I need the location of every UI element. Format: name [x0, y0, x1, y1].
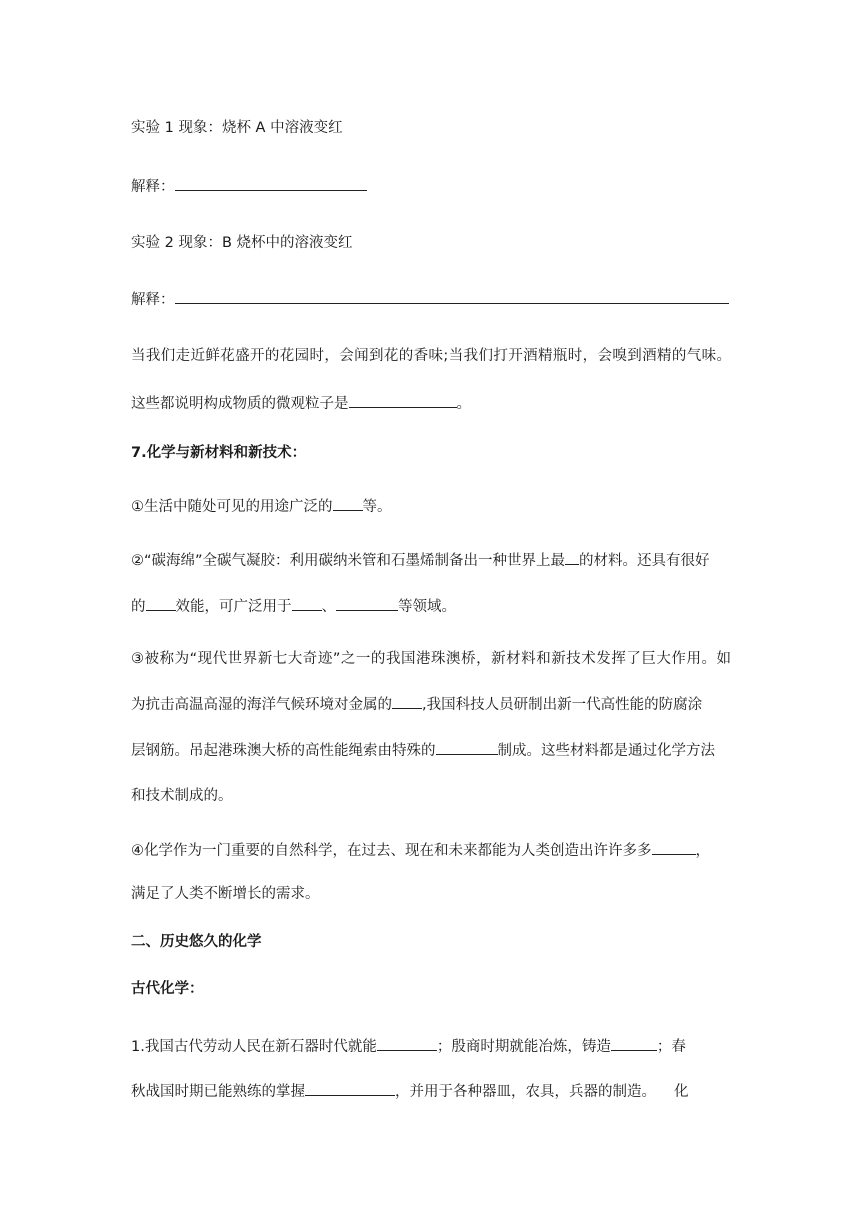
item2-text-b: 的材料。还具有很好	[579, 553, 710, 569]
ancient-blank-2	[611, 1036, 657, 1051]
section2-subtitle: 古代化学：	[131, 981, 204, 997]
item3-text-c: 层钢筋。吊起港珠澳大桥的高性能绳索由特殊的	[131, 743, 436, 759]
item2-end: 等领域。	[398, 599, 456, 615]
item2-sep: 、	[321, 599, 336, 615]
item2-blank-use2	[336, 596, 398, 611]
item3-blank-corrosion	[392, 694, 422, 709]
exp2-phenomenon: 实验 2 现象：B 烧杯中的溶液变红	[131, 235, 353, 251]
smell-text: 这些都说明构成物质的微观粒子是	[131, 396, 349, 412]
item2-blank-lightest	[565, 550, 579, 565]
exp1-explain	[131, 176, 731, 197]
ancient-blank-1	[377, 1036, 437, 1051]
section7-item4-line1	[131, 840, 731, 861]
item1-blank	[333, 496, 363, 511]
ancient-text-b: ；殷商时期就能冶炼，铸造	[436, 1039, 611, 1055]
item1-end: 等。	[362, 499, 392, 515]
section7-item3-line2	[131, 694, 731, 715]
item2-blank-efficacy	[146, 596, 176, 611]
exp2-explain	[131, 289, 731, 310]
item2-text-d: 效能，可广泛用于	[175, 599, 292, 615]
section2-title: 二、历史悠久的化学	[131, 934, 262, 950]
ancient-text-f: 化	[674, 1084, 689, 1100]
micro-particle-blank	[349, 393, 457, 408]
item3-text-b: ,我国科技人员研制出新一代高性能的防腐涂	[422, 697, 703, 713]
item4-blank	[652, 840, 696, 855]
item1-text: ①生活中随处可见的用途广泛的	[131, 499, 333, 515]
ancient-text-e: ，并用于各种器皿，农具，兵器的制造。	[395, 1084, 656, 1100]
section7-item1	[131, 496, 731, 517]
item3-text-a: 为抗击高温高湿的海洋气候环境对金属的	[131, 697, 392, 713]
item2-text-a: ②“碳海绵”全碳气凝胶：利用碳纳米管和石墨烯制备出一种世界上最	[131, 553, 566, 569]
section7-item2-line2	[131, 596, 731, 617]
smell-end: 。	[456, 396, 471, 412]
exp1-phenomenon: 实验 1 现象：烧杯 A 中溶液变红	[131, 120, 343, 136]
section7-item3-line4: 和技术制成的。	[131, 788, 233, 804]
ancient-text-d: 秋战国时期已能熟练的掌握	[131, 1084, 305, 1100]
item3-blank-material	[436, 740, 498, 755]
item4-text-a: ④化学作为一门重要的自然科学，在过去、现在和未来都能为人类创造出许许多多	[131, 843, 652, 859]
smell-paragraph-line2	[131, 393, 731, 414]
ancient-text-a: 1.我国古代劳动人民在新石器时代就能	[131, 1039, 377, 1055]
item2-blank-use1	[292, 596, 322, 611]
item2-text-c: 的	[131, 599, 146, 615]
item4-comma: ，	[695, 843, 710, 859]
ancient-item1-line1	[131, 1036, 731, 1057]
ancient-item1-line2	[131, 1081, 731, 1102]
exp2-explain-blank	[175, 289, 729, 304]
item3-text-d: 制成。这些材料都是通过化学方法	[497, 743, 715, 759]
section7-item3-line1: ③被称为“现代世界新七大奇迹”之一的我国港珠澳桥，新材料和新技术发挥了巨大作用。如	[131, 651, 731, 667]
section7-title: 7.化学与新材料和新技术：	[131, 445, 307, 461]
ancient-blank-3	[305, 1081, 395, 1096]
section7-item3-line3	[131, 740, 731, 761]
smell-paragraph-line1: 当我们走近鲜花盛开的花园时，会闻到花的香味;当我们打开酒精瓶时，会嗅到酒精的气味。	[131, 348, 731, 364]
exp2-explain-label: 解释：	[131, 292, 175, 308]
section7-item2-line1	[131, 550, 731, 571]
exp1-explain-blank	[175, 176, 367, 191]
section7-item4-line2: 满足了人类不断增长的需求。	[131, 886, 320, 902]
ancient-text-c: ；春	[656, 1039, 686, 1055]
exp1-explain-label: 解释：	[131, 179, 175, 195]
